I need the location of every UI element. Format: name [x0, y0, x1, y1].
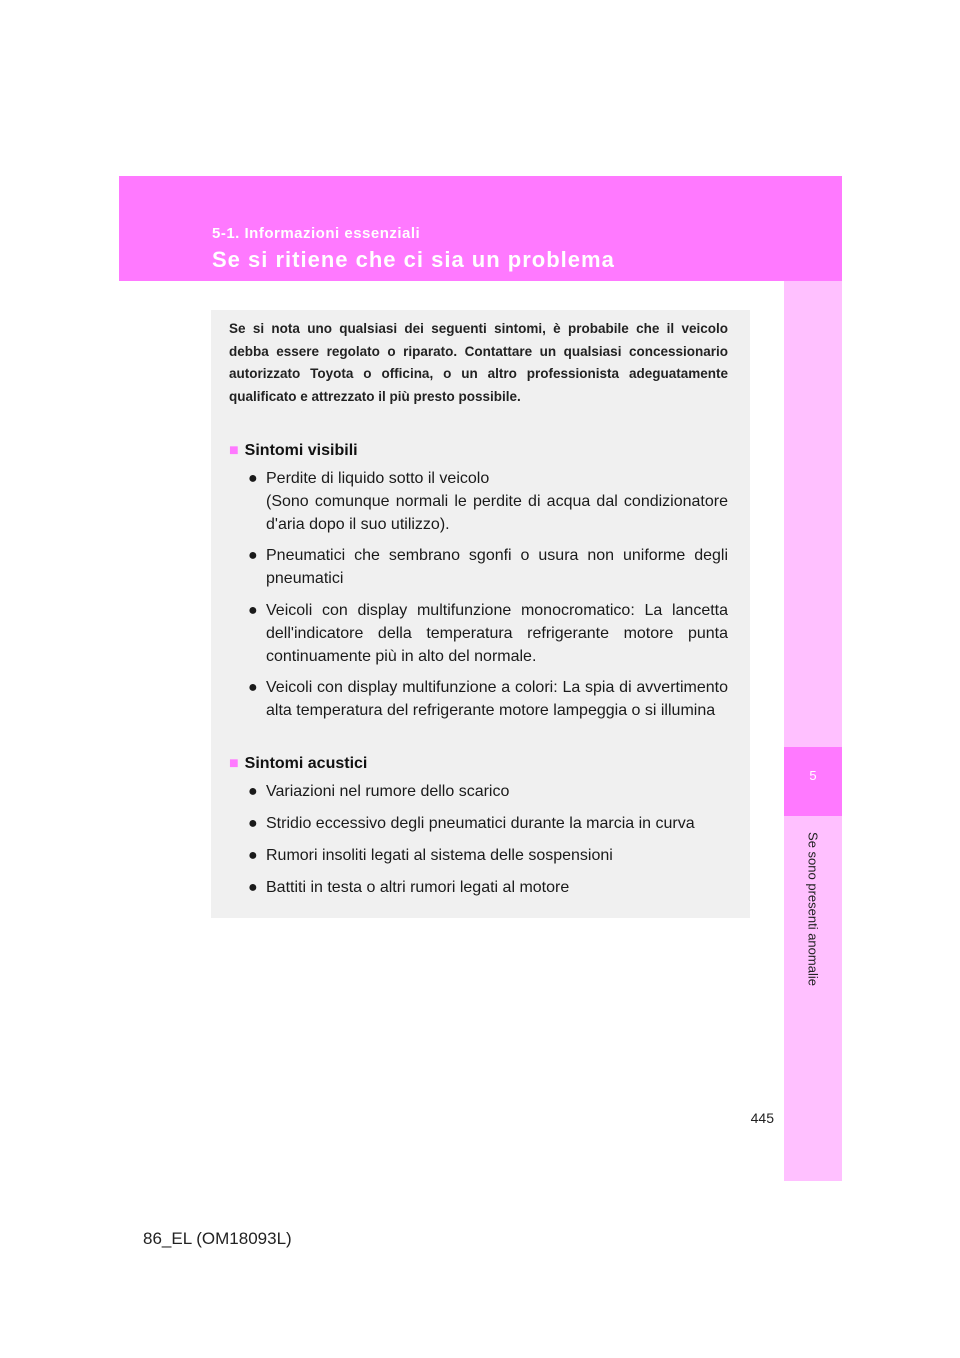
- section-title: Sintomi acustici: [244, 755, 368, 772]
- document-code: 86_EL (OM18093L): [143, 1229, 292, 1248]
- chapter-title-vertical: Se sono presenti anomalie: [805, 832, 821, 986]
- list-item-text: Battiti in testa o altri rumori legati al motore: [266, 879, 570, 896]
- section-visible-symptoms: [229, 442, 358, 460]
- list-item: [248, 844, 728, 867]
- list-item-text: Veicoli con display multifunzione a colori: La spia di avvertimento alta temperatura del refrigerante motore lampeggia o si illumina: [266, 679, 728, 719]
- bullet-dot-icon: ●: [248, 879, 258, 896]
- list-item-text: Pneumatici che sembrano sgonfi o usura non uniforme degli pneumatici: [266, 547, 728, 587]
- list-item-note: (Sono comunque normali le perdite di acqua dal condizionatore d'aria dopo il suo utilizzo).: [266, 493, 728, 533]
- page-number: 445: [750, 1110, 774, 1126]
- intro-paragraph: Se si nota uno qualsiasi dei seguenti sintomi, è probabile che il veicolo debba essere regolato o riparato. Contattare un qualsiasi concessionario autorizzato Toyota o officina, o un altro professionista adeguatamente qualificato e attrezzato il più presto possibile.: [229, 321, 728, 404]
- list-item: [248, 467, 728, 536]
- list-item: [248, 544, 728, 590]
- chapter-number: 5: [809, 768, 817, 783]
- bullet-dot-icon: ●: [248, 847, 258, 864]
- list-item-text: Veicoli con display multifunzione monocromatico: La lancetta dell'indicatore della temperatura refrigerante motore punta continuamente più in alto del normale.: [266, 602, 728, 665]
- bullet-dot-icon: ●: [248, 783, 258, 800]
- list-item: [248, 780, 728, 803]
- list-item-text: Variazioni nel rumore dello scarico: [266, 783, 510, 800]
- list-item-text: Rumori insoliti legati al sistema delle sospensioni: [266, 847, 613, 864]
- section-title: Sintomi visibili: [244, 442, 358, 459]
- list-item: [248, 812, 728, 835]
- bullet-dot-icon: ●: [248, 547, 258, 564]
- chapter-side-tab: [784, 281, 842, 1181]
- chapter-number-box: [784, 747, 842, 816]
- bullet-dot-icon: ●: [248, 470, 258, 487]
- list-item-text: Stridio eccessivo degli pneumatici durante la marcia in curva: [266, 815, 695, 832]
- square-bullet-icon: ■: [229, 755, 239, 772]
- list-item: [248, 599, 728, 668]
- list-item: [248, 676, 728, 722]
- list-item-text: Perdite di liquido sotto il veicolo: [266, 470, 490, 487]
- page-header: [119, 176, 842, 281]
- bullet-dot-icon: ●: [248, 602, 258, 619]
- bullet-dot-icon: ●: [248, 679, 258, 696]
- page-title: Se si ritiene che ci sia un problema: [212, 247, 615, 272]
- section-acoustic-symptoms: [229, 755, 367, 773]
- list-item: [248, 876, 728, 899]
- content-panel: [211, 310, 750, 918]
- bullet-dot-icon: ●: [248, 815, 258, 832]
- section-label: 5-1. Informazioni essenziali: [212, 225, 421, 242]
- square-bullet-icon: ■: [229, 442, 239, 459]
